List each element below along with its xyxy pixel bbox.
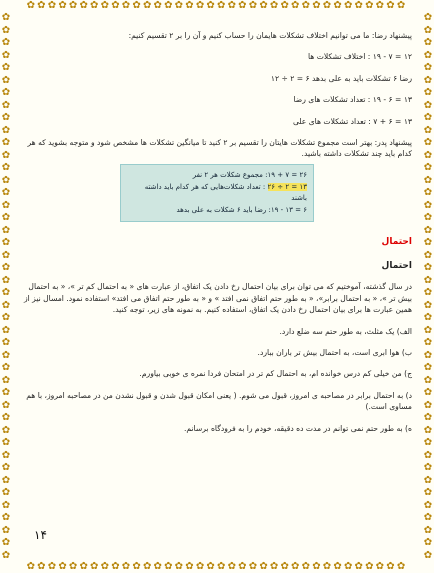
- reza-proposal: پیشنهاد رضا: ما می توانیم اختلاف تشکلات هایمان را حساب کنیم و آن را بر ۲ تقسیم کنیم:: [128, 31, 412, 40]
- difference-line: ۱۲ = ۷ - ۱۹ : اختلاف تشکلات ها: [307, 52, 412, 62]
- ali-count-line: ۱۳ = ۶ + ۷ : تعداد تشکلات های علی: [292, 116, 412, 126]
- sum-line: ۲۶ = ۷ + ۱۹: مجموع شکلات هر ۲ نفر: [192, 170, 307, 179]
- example-a: الف) یک مثلث، به طور حتم سه ضلع دارد.: [279, 326, 412, 336]
- share-line: ۱۳ = ۲ ÷ ۲۶ : تعداد شکلات‌هایی که هر کدام باید داشته باشند: [144, 182, 307, 203]
- bottom-border: ✿✿✿✿✿✿✿✿✿✿✿✿✿✿✿✿✿✿✿✿✿✿✿✿✿✿✿✿✿✿✿✿✿✿✿✿: [26, 561, 408, 572]
- left-border: ✿✿✿✿✿✿✿✿✿✿✿✿✿✿✿✿✿✿✿✿✿✿✿✿✿✿✿✿✿✿✿✿✿✿✿✿✿✿✿✿✿✿✿✿: [1, 12, 11, 561]
- reza-count-line: ۱۳ = ۶ - ۱۹ : تعداد تشکلات های رضا: [293, 95, 412, 105]
- transfer-line: ۶ = ۱۳ - ۱۹: رضا باید ۶ شکلات به علی بدهد: [176, 206, 307, 215]
- example-b: ب) هوا ابری است، به احتمال بیش تر باران ببارد.: [257, 348, 412, 358]
- section-title: احتمال: [381, 260, 412, 271]
- give-line: رضا ۶ تشکلات باید به علی بدهد ۶ = ۲ ÷ ۱۲: [270, 73, 412, 83]
- father-proposal: پیشنهاد پدر: بهتر است مجموع تشکلات هایتان را تقسیم بر ۲ کنید تا میانگین تشکلات ها مشخص شود و متوجه بشوید که هر کدام باید چند تشکلات داشته باشید.: [27, 137, 412, 159]
- right-border: ✿✿✿✿✿✿✿✿✿✿✿✿✿✿✿✿✿✿✿✿✿✿✿✿✿✿✿✿✿✿✿✿✿✿✿✿✿✿✿✿✿✿✿✿: [423, 12, 433, 561]
- example-e: ه) به طور حتم نمی توانم در مدت ده دقیقه، خودم را به فرودگاه برسانم.: [183, 423, 412, 433]
- top-border: ✿✿✿✿✿✿✿✿✿✿✿✿✿✿✿✿✿✿✿✿✿✿✿✿✿✿✿✿✿✿✿✿✿✿✿✿: [26, 0, 408, 11]
- intro-paragraph: در سال گذشته، آموختیم که می توان برای بیان احتمال رخ دادن یک اتفاق، از عبارت های « به احتمال کم تر »، « به احتمال بیش تر »، « به احتمال برابر»، « به طور حتم اتفاق نمی افتد » و « به طور حتم اتفاق می افتد» استفاده نمود. امسال نیز از همین عبارت ها برای بیان احتمال رخ دادن یک اتفاق، استفاده کنیم. به نمونه های زیر، توجه کنید.: [23, 282, 412, 315]
- section-title-red: احتمال: [381, 237, 412, 248]
- calculation-image: [120, 164, 314, 223]
- page-number: ۱۴: [34, 528, 47, 542]
- example-d: د) به احتمال برابر در مصاحبه ی امروز، قبول می شوم. ( یعنی امکان قبول شدن و قبول نشدن من در مصاحبه امروز، با هم مساوی است.): [26, 390, 412, 412]
- example-c: ج) من خیلی کم درس خوانده ام، به احتمال کم تر در امتحان فردا نمره ی خوبی بیاورم.: [139, 369, 412, 379]
- division-highlight: ۱۳ = ۲ ÷ ۲۶: [267, 182, 307, 191]
- page-content: [22, 30, 412, 555]
